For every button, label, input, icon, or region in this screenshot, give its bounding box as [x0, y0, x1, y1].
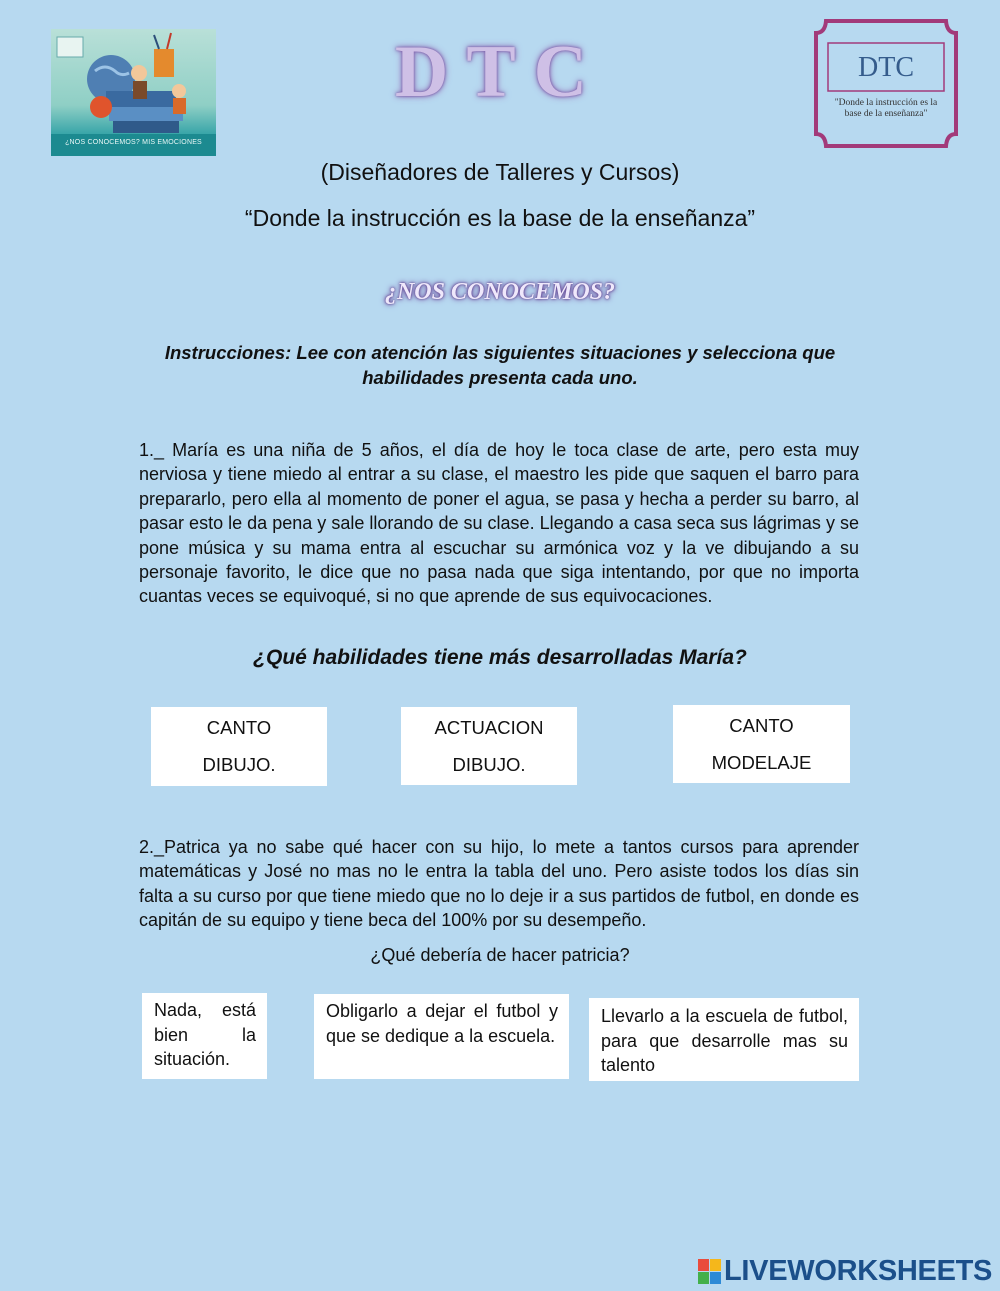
question-1-text: 1._ María es una niña de 5 años, el día de hoy le toca clase de arte, pero esta muy nerviosa y tiene miedo al entrar a su clase, el maestro les pide que saquen el barro para prepararlo, pero ella al momento de poner el agua, se pasa y hecha a perder su barro, al pasar esto le da pena y sale llorando de su clase. Llegando a casa seca sus lágrimas y se pone música y su mama entra al escuchar su armónica voz y la ve dibujando a su personaje favorito, le dice que no pasa nada que siga intentando, por que no importa cuantas veces se equivoqué, si no que aprende de sus equivocaciones. [139, 440, 859, 607]
question-2-text: 2._Patrica ya no sabe qué hacer con su hijo, lo mete a tantos cursos para aprender matemáticas y José no mas no le entra la tabla del uno. Pero asiste todos los días sin falta a su curso por que tiene miedo que no lo deje ir a sus partidos de futbol, en donde es capitán de su equipo y tiene beca del 100% por su desempeño. [139, 837, 859, 931]
page-title: DTC [394, 31, 606, 113]
option-line-1: CANTO [729, 715, 794, 736]
question-2-prompt: ¿Qué debería de hacer patricia? [370, 945, 630, 965]
question-1-prompt: ¿Qué habilidades tiene más desarrolladas María? [253, 646, 747, 669]
question-2-option-3[interactable]: Llevarlo a la escuela de futbol, para que desarrolle mas su talento [589, 998, 859, 1081]
question-1-option-1[interactable] [151, 707, 327, 786]
brand-name: LIVEWORKSHEETS [724, 1254, 993, 1287]
slogan: “Donde la instrucción es la base de la enseñanza” [244, 205, 756, 231]
logo-motto: "Donde la instrucción es la base de la enseñanza" [834, 98, 938, 119]
option-line-2: DIBUJO. [202, 754, 276, 775]
liveworksheets-icon [698, 1259, 721, 1284]
illustration-caption: ¿NOS CONOCEMOS? MIS EMOCIONES [65, 139, 202, 146]
option-line-2: MODELAJE [711, 752, 812, 773]
illustration-caption-strip [51, 134, 216, 156]
question-2-option-2[interactable]: Obligarlo a dejar el futbol y que se dedique a la escuela. [314, 994, 569, 1079]
option-line-1: CANTO [206, 717, 272, 738]
header-illustration [51, 29, 216, 156]
subtitle: (Diseñadores de Talleres y Cursos) [320, 159, 680, 185]
instructions: Instrucciones: Lee con atención las siguientes situaciones y selecciona que habilidades presenta cada uno. [164, 342, 836, 388]
option-line-2: DIBUJO. [452, 754, 526, 775]
question-1-option-3[interactable] [673, 705, 850, 783]
question-1-option-2[interactable] [401, 707, 577, 785]
logo-abbreviation: DTC [858, 52, 914, 83]
option-line-1: ACTUACION [434, 717, 544, 738]
liveworksheets-brand[interactable] [698, 1255, 992, 1287]
question-2-option-1[interactable]: Nada, está bien la situación. [142, 993, 267, 1079]
section-title: ¿NOS CONOCEMOS? [384, 279, 616, 305]
